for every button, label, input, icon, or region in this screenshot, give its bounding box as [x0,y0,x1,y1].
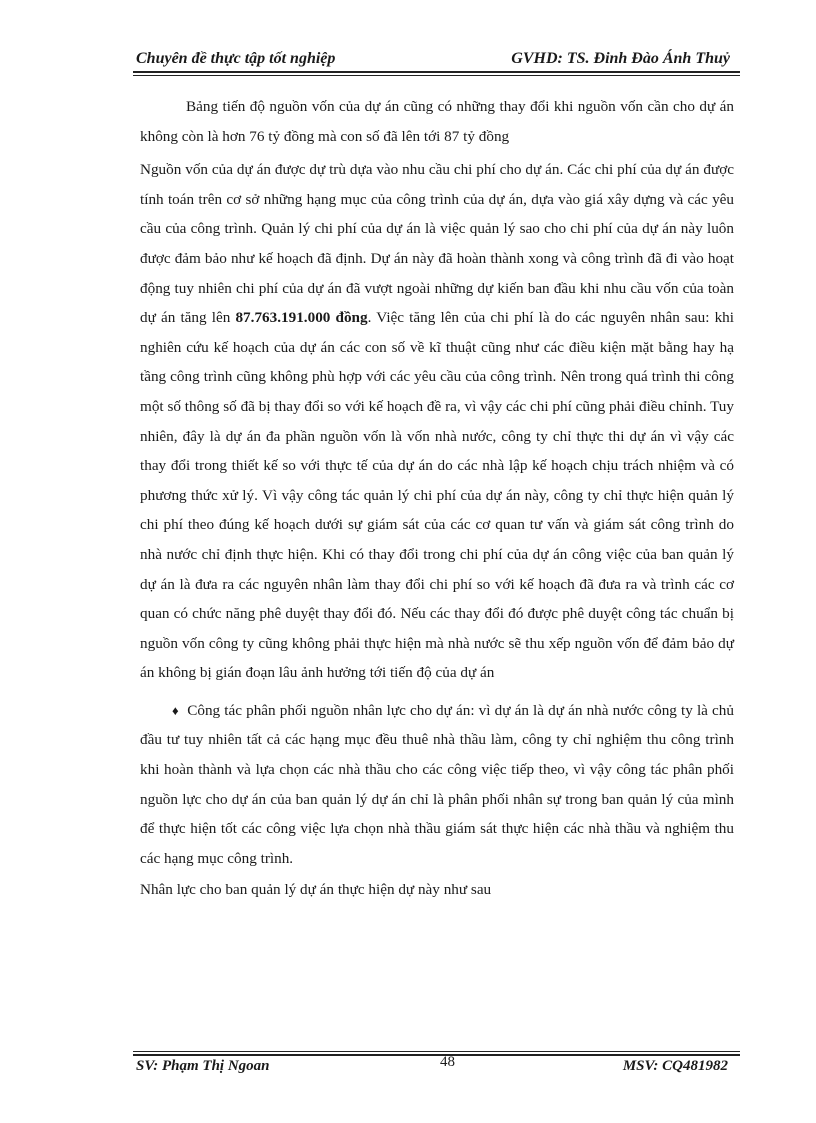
paragraph-cost-management [140,155,734,688]
paragraph-funding-schedule: Bảng tiến độ nguồn vốn của dự án cũng có những thay đổi khi nguồn vốn cần cho dự án không còn là hơn 76 tỷ đồng mà con số đã lên tới 87 tỷ đồng [140,98,734,145]
total-cost-amount: 87.763.191.000 đồng [235,309,368,327]
page-number: 48 [440,1054,455,1070]
paragraph-hr-allocation [140,696,734,874]
cost-text-after: . Việc tăng lên của chi phí là do các nguyên nhân sau: khi nghiên cứu kế hoạch của dự án các con số về kĩ thuật cũng như các điều kiện mặt bằng hay hạ tầng công trình cũng không phù hợp với các yêu cầu của công trình. Nên trong quá trình thi công một số thông số đã bị thay đổi so với kế hoạch đề ra, vì vậy các chi phí cũng phải điều chỉnh. Tuy nhiên, đây là dự án đa phần nguồn vốn là vốn nhà nước, công ty chỉ thực thi dự án vì vậy các thay đổi trong thiết kế so với thực tế của dự án do các nhà lập kế hoạch chịu trách nhiệm và có phương thức xử lý. Vì vậy công tác quản lý chi phí của dự án này, công ty chỉ thực hiện quản lý chi phí theo đúng kế hoạch dưới sự giám sát của các cơ quan tư vấn và giám sát công trình do nhà nước chỉ định thực hiện. Khi có thay đổi trong chi phí của dự án công việc của ban quản lý dự án là đưa ra các nguyên nhân làm thay đổi chi phí so với kế hoạch đã đưa ra và trình các cơ quan có chức năng phê duyệt thay đổi đó. Nếu các thay đổi đó được phê duyệt công tác chuẩn bị nguồn vốn công ty cũng không phải thực hiện mà nhà nước sẽ thu xếp nguồn vốn để đảm bảo dự án không bị gián đoạn lâu ảnh hưởng tới tiến độ của dự án [140,309,734,682]
hr-allocation-text: Công tác phân phối nguồn nhân lực cho dự án: vì dự án là dự án nhà nước công ty là chủ đầu tư tuy nhiên tất cả các hạng mục đều thuê nhà thầu làm, công ty chỉ nghiệm thu công trình khi hoàn thành và lựa chọn các nhà thầu cho các công việc tiếp theo, vì vậy công tác phân phối nguồn lực cho dự án của ban quản lý dự án chỉ là phân phối nhân sự trong ban quản lý của mình để thực hiện tốt các công việc lựa chọn nhà thầu giám sát thực hiện các nhà thầu và nghiệm thu các hạng mục công trình. [140,701,734,867]
page-body [140,92,734,905]
cost-text-before: Nguồn vốn của dự án được dự trù dựa vào nhu cầu chi phí cho dự án. Các chi phí của dự án được tính toán trên cơ sở những hạng mục của công trình của dự án, dựa vào giá xây dựng và các yêu cầu của công trình. Quản lý chi phí của dự án là việc quản lý sao cho chi phí của dự án này luôn được đảm bảo như kế hoạch đã định. Dự án này đã hoàn thành xong và công trình đã đi vào hoạt động tuy nhiên chi phí của dự án đã vượt ngoài những dự kiến ban đầu khi nhu cầu vốn của toàn dự án tăng lên [140,161,734,327]
header-rule-thick [133,71,740,73]
header-title: Chuyên đề thực tập tốt nghiệp [136,50,336,67]
header-rule-thin [133,75,740,76]
diamond-bullet-icon: ♦ [172,702,179,718]
page-footer [133,1055,740,1079]
footer-student-name: SV: Phạm Thị Ngoan [136,1058,270,1074]
page-header [133,47,740,73]
footer-rule-thin [133,1051,740,1052]
footer-student-id: MSV: CQ481982 [622,1058,728,1074]
header-advisor: GVHD: TS. Đinh Đào Ánh Thuỷ [511,50,730,67]
paragraph-staffing-intro: Nhân lực cho ban quản lý dự án thực hiện dự này như sau [140,881,492,899]
